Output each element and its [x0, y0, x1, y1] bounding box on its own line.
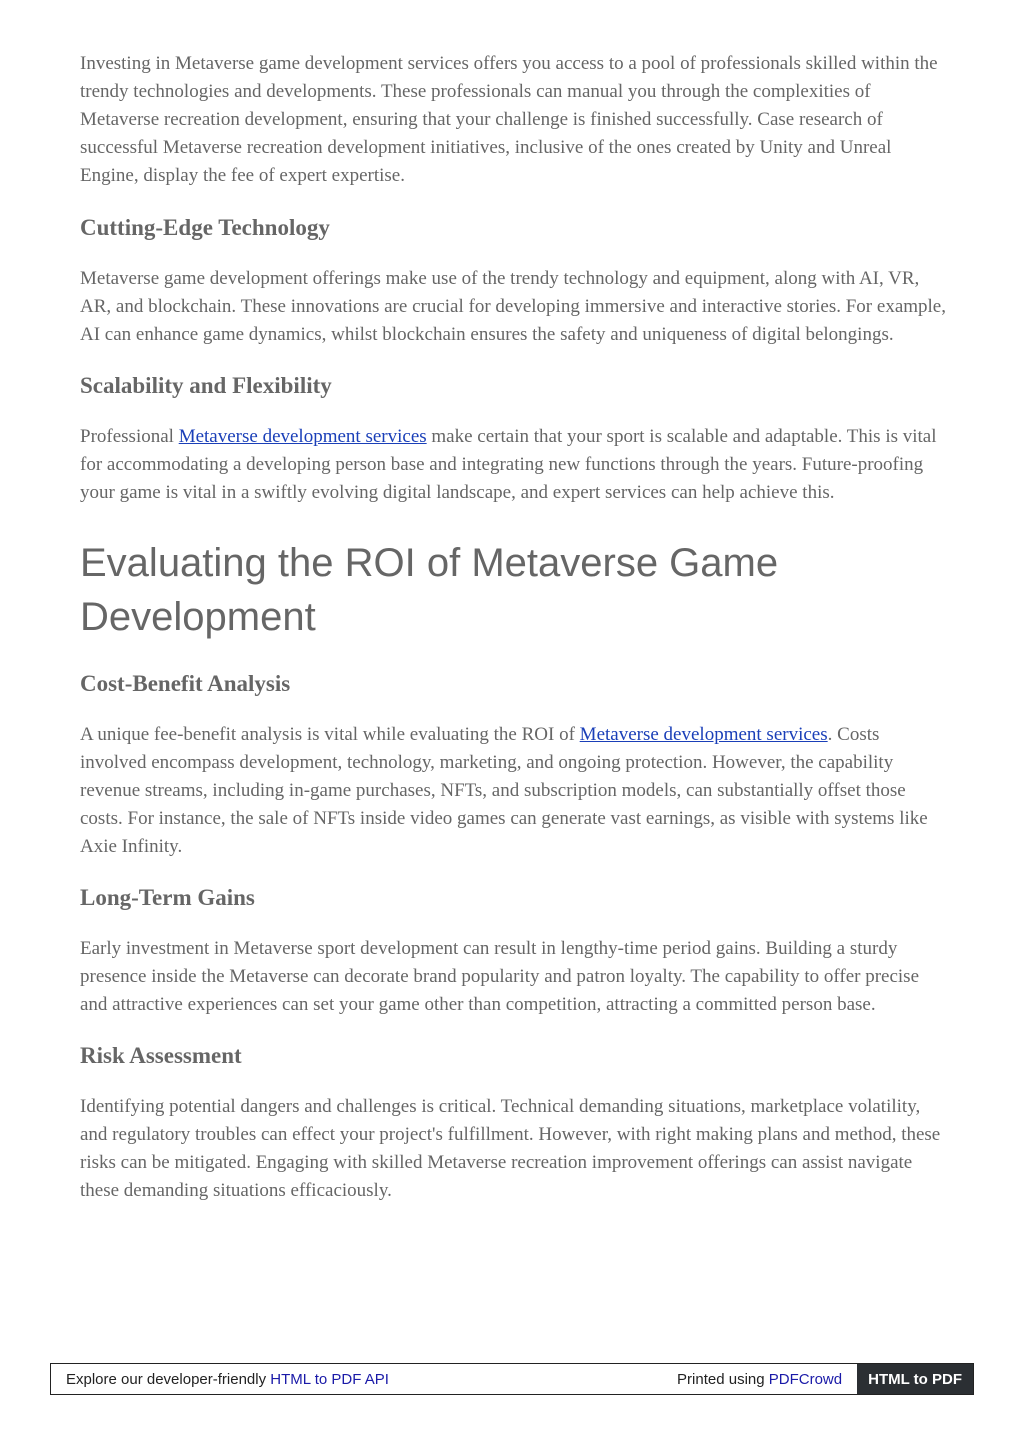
cost-benefit-paragraph [80, 721, 946, 861]
footer-explore [51, 1364, 677, 1394]
html-to-pdf-api-link[interactable]: HTML to PDF API [270, 1370, 389, 1388]
metaverse-services-link[interactable]: Metaverse development services [178, 426, 427, 447]
pdfcrowd-link[interactable]: PDFCrowd [768, 1370, 843, 1388]
risk-paragraph: Identifying potential dangers and challenges is critical. Technical demanding situations, marketplace volatility, and regulatory troubles can effect your project's fulfillment. However, with right making plans and method, these risks can be mitigated. Engaging with skilled Metaverse recreation improvement offerings can assist navigate these demanding situations efficaciously. [80, 1096, 941, 1201]
scalability-text-end: make certain that your sport is scalable and adaptable. This is vital for accommodating a developing person base and integrating new functions through the years. Future-proofing your game is vital in a swiftly evolving digital landscape, and expert services can help achieve this. [80, 426, 937, 503]
roi-section-heading: Evaluating the ROI of Metaverse Game Development [80, 541, 779, 639]
intro-paragraph: Investing in Metaverse game development services offers you access to a pool of professionals skilled within the trendy technologies and developments. These professionals can manual you through the complexities of Metaverse recreation development, ensuring that your challenge is finished successfully. Case research of successful Metaverse recreation development initiatives, inclusive of the ones created by Unity and Unreal Engine, display the fee of expert expertise. [80, 53, 938, 186]
pdf-footer-bar [50, 1363, 974, 1395]
cost-benefit-heading: Cost-Benefit Analysis [80, 671, 291, 696]
cutting-edge-heading: Cutting-Edge Technology [80, 215, 330, 240]
footer-explore-text: Explore our developer-friendly [66, 1370, 267, 1388]
scalability-heading: Scalability and Flexibility [80, 373, 332, 398]
cost-benefit-text-start: A unique fee-benefit analysis is vital while evaluating the ROI of [80, 724, 580, 745]
cutting-edge-paragraph: Metaverse game development offerings make use of the trendy technology and equipment, along with AI, VR, AR, and blockchain. These innovations are crucial for developing immersive and interactive stories. For example, AI can enhance game dynamics, whilst blockchain ensures the safety and uniqueness of digital belongings. [80, 268, 946, 345]
long-term-heading: Long-Term Gains [80, 885, 255, 910]
document-body [80, 50, 946, 1205]
metaverse-services-link-2[interactable]: Metaverse development services [579, 724, 828, 745]
long-term-paragraph: Early investment in Metaverse sport development can result in lengthy-time period gains. Building a sturdy presence inside the Metaverse can decorate brand popularity and patron loyalty. The capability to offer precise and attractive experiences can set your game other than competition, attracting a committed person base. [80, 938, 920, 1015]
footer-printed [677, 1364, 857, 1394]
html-to-pdf-badge[interactable]: HTML to PDF [857, 1364, 973, 1394]
cost-benefit-text-end: . Costs involved encompass development, technology, marketing, and ongoing protection. However, the capability revenue streams, including in-game purchases, NFTs, and subscription models, can substantially offset those costs. For instance, the sale of NFTs inside video games can generate vast earnings, as visible with systems like Axie Infinity. [80, 724, 928, 857]
scalability-text-start: Professional [80, 426, 179, 447]
risk-heading: Risk Assessment [80, 1043, 242, 1068]
footer-printed-text: Printed using [677, 1370, 765, 1388]
scalability-paragraph [80, 423, 946, 507]
